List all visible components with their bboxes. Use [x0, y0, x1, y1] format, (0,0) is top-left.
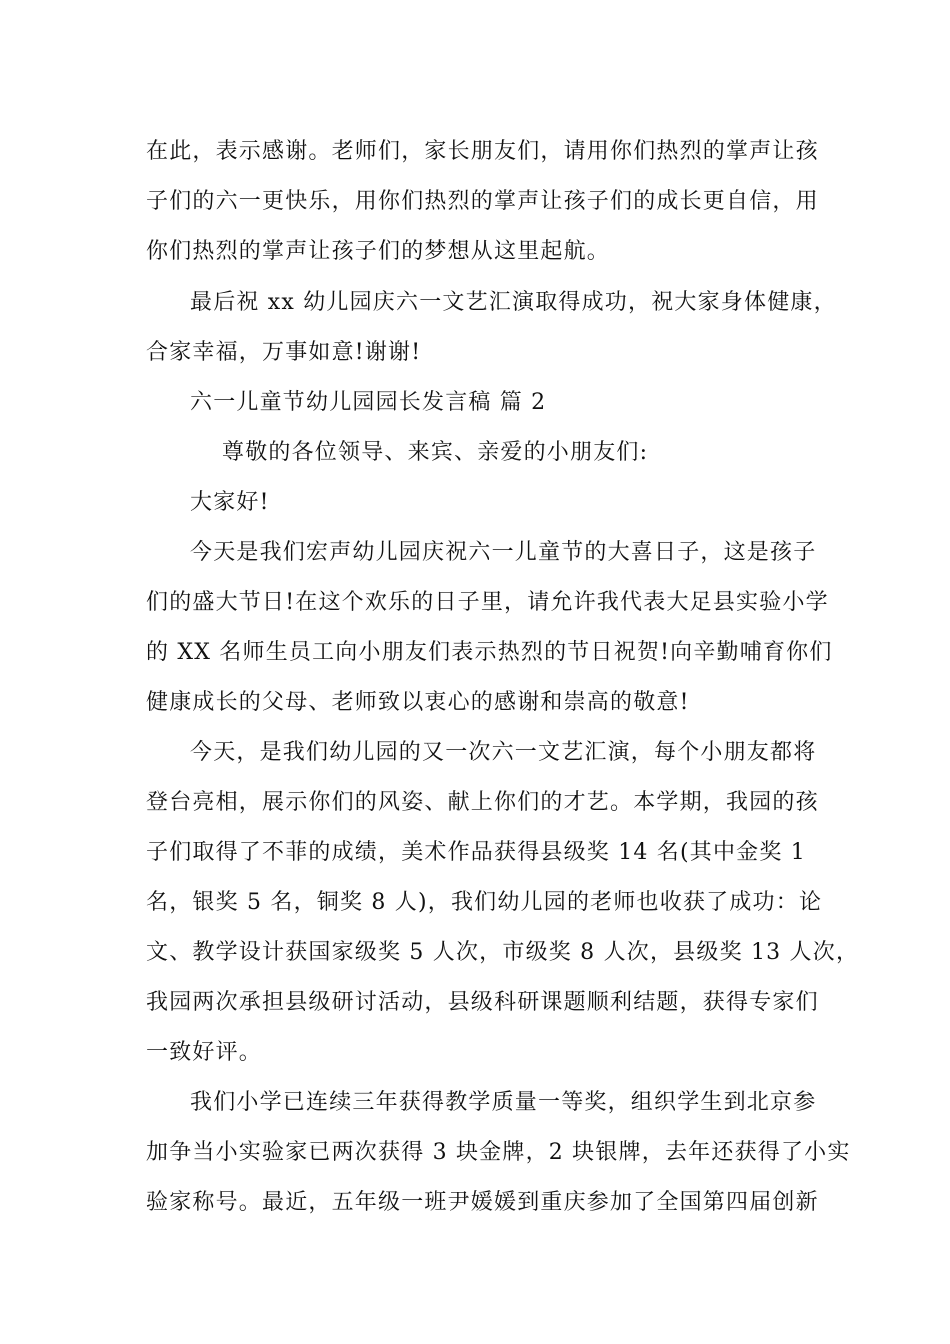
text-line: 你们热烈的掌声让孩子们的梦想从这里起航。 [146, 239, 611, 264]
text-line: 健康成长的父母、老师致以衷心的感谢和崇高的敬意! [146, 690, 690, 715]
text-line: 我们小学已连续三年获得教学质量一等奖，组织学生到北京参 [190, 1090, 817, 1115]
text-line: 今天是我们宏声幼儿园庆祝六一儿童节的大喜日子，这是孩子 [190, 540, 817, 565]
section-heading: 六一儿童节幼儿园园长发言稿 篇 2 [190, 390, 547, 415]
text-line: 名，银奖 5 名，铜奖 8 人)，我们幼儿园的老师也收获了成功：论 [146, 890, 823, 915]
text-line: 加争当小实验家已两次获得 3 块金牌，2 块银牌，去年还获得了小实 [146, 1140, 851, 1165]
text-line: 合家幸福，万事如意!谢谢! [146, 340, 422, 365]
text-line: 我园两次承担县级研讨活动，县级科研课题顺利结题，获得专家们 [146, 990, 819, 1015]
text-line: 们的盛大节日!在这个欢乐的日子里，请允许我代表大足县实验小学 [146, 590, 829, 615]
text-line: 在此，表示感谢。老师们，家长朋友们，请用你们热烈的掌声让孩 [146, 139, 819, 164]
text-line: 验家称号。最近，五年级一班尹媛媛到重庆参加了全国第四届创新 [146, 1190, 819, 1215]
text-line: 文、教学设计获国家级奖 5 人次，市级奖 8 人次，县级奖 13 人次， [146, 940, 860, 965]
text-line: 登台亮相，展示你们的风姿、献上你们的才艺。本学期，我园的孩 [146, 790, 819, 815]
text-line: 子们的六一更快乐，用你们热烈的掌声让孩子们的成长更自信，用 [146, 189, 819, 214]
text-line: 的 XX 名师生员工向小朋友们表示热烈的节日祝贺!向辛勤哺育你们 [146, 640, 833, 665]
text-line: 子们取得了不菲的成绩，美术作品获得县级奖 14 名(其中金奖 1 [146, 840, 806, 865]
greeting: 大家好! [190, 490, 270, 515]
text-line: 最后祝 xx 幼儿园庆六一文艺汇演取得成功，祝大家身体健康， [190, 290, 837, 315]
text-line: 一致好评。 [146, 1040, 263, 1065]
text-line: 今天，是我们幼儿园的又一次六一文艺汇演，每个小朋友都将 [190, 740, 817, 765]
salutation: 尊敬的各位领导、来宾、亲爱的小朋友们: [222, 440, 649, 465]
